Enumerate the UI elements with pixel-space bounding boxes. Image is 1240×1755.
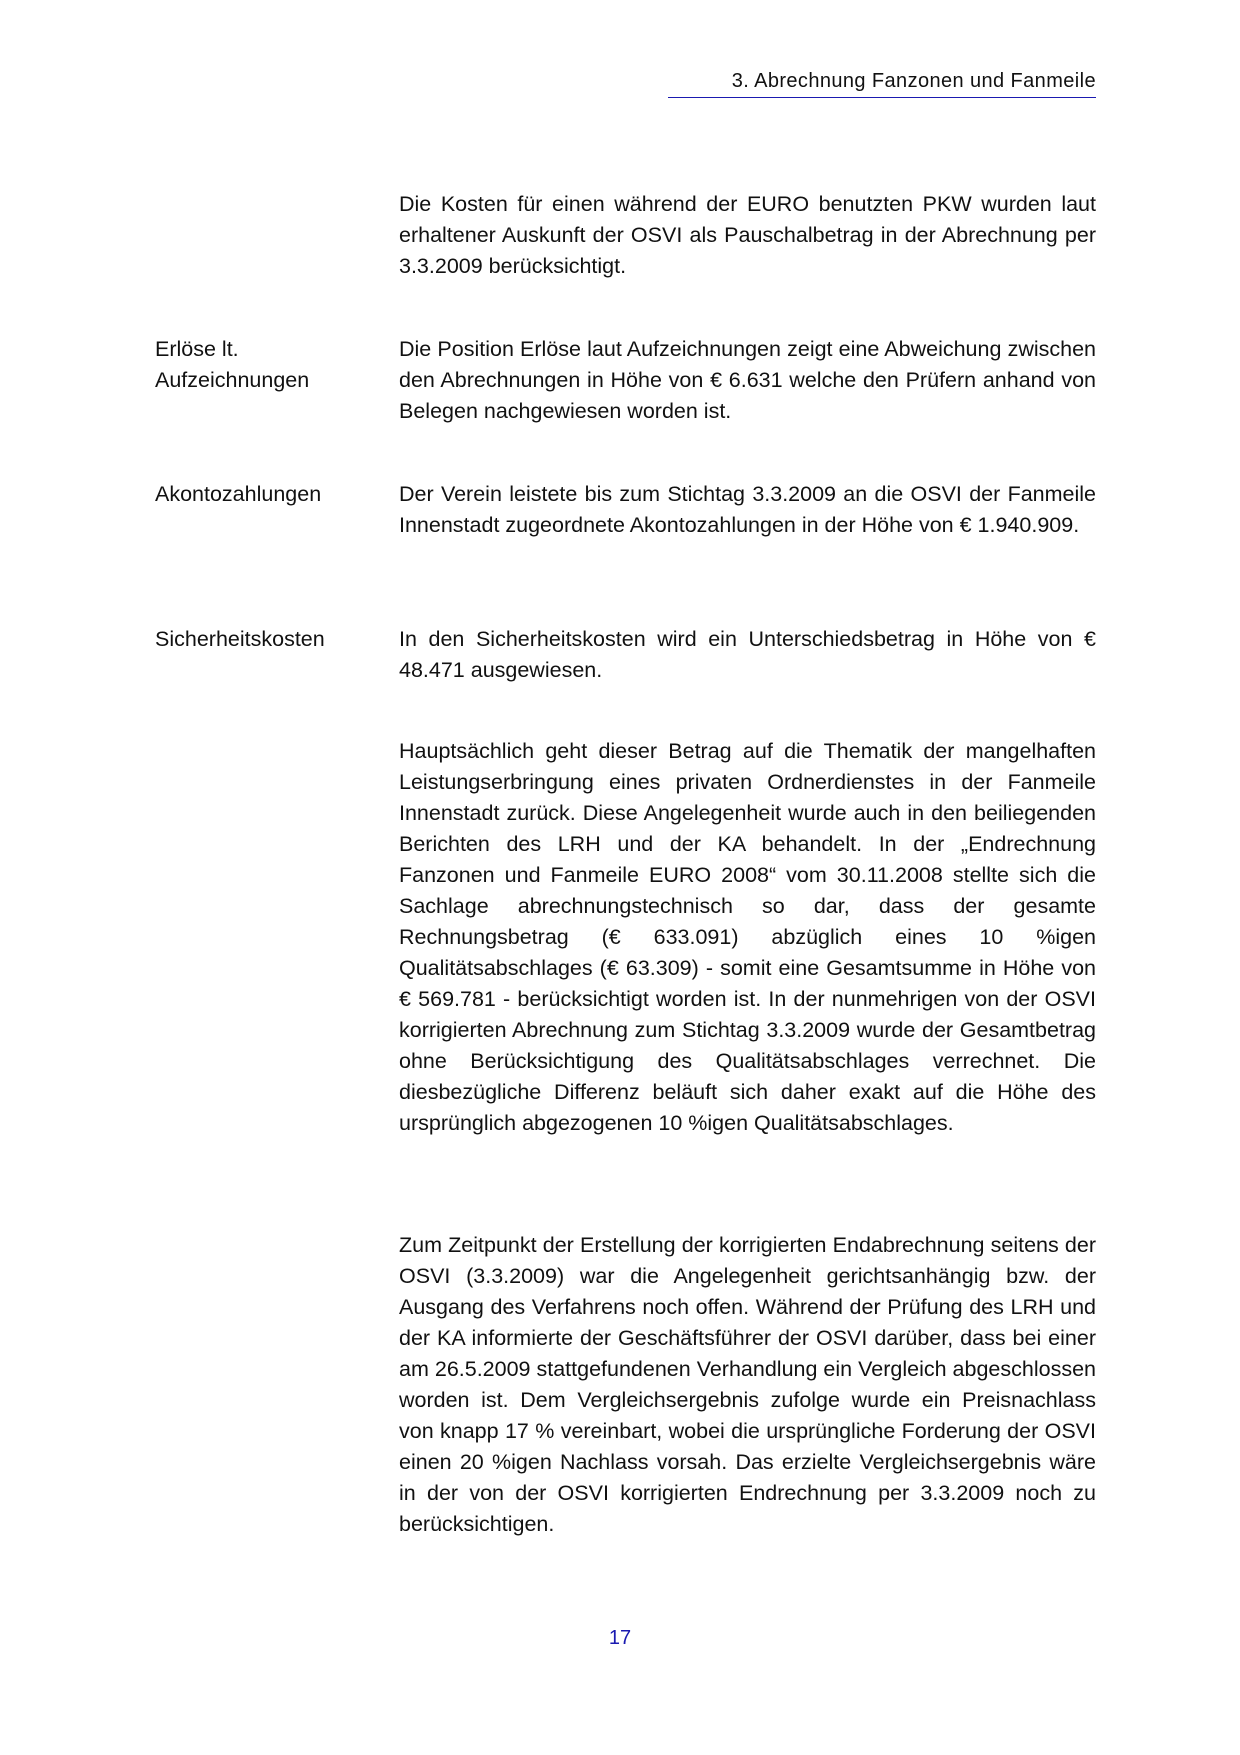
paragraph-akontozahlungen: Der Verein leistete bis zum Stichtag 3.3.2009 an die OSVI der Fanmeile Innenstadt zugeordnete Akontozahlungen in der Höhe von € 1.940.909. (399, 482, 1096, 537)
section-label-sicherheitskosten: Sicherheitskosten (155, 627, 325, 651)
paragraph-sicherheitskosten-intro: In den Sicherheitskosten wird ein Unterschiedsbetrag in Höhe von € 48.471 ausgewiesen. (399, 627, 1096, 682)
page-number: 17 (608, 1627, 632, 1649)
paragraph-pkw-costs: Die Kosten für einen während der EURO benutzten PKW wurden laut erhaltener Auskunft der OSVI als Pauschalbetrag in der Abrechnung per 3.3.2009 berücksichtigt. (399, 192, 1096, 278)
paragraph-sicherheitskosten-details: Hauptsächlich geht dieser Betrag auf die Thematik der mangelhaften Leistungserbringung eines privaten Ordnerdienstes in der Fanmeile Innenstadt zurück. Diese Angelegenheit wurde auch in den beiliegenden Berichten des LRH und der KA behandelt. In der „Endrechnung Fanzonen und Fanmeile EURO 2008“ vom 30.11.2008 stellte sich die Sachlage abrechnungstechnisch so dar, dass der gesamte Rechnungsbetrag (€ 633.091) abzüglich eines 10 %igen Qualitätsabschlages (€ 63.309) - somit eine Gesamtsumme in Höhe von € 569.781 - berücksichtigt worden ist. In der nunmehrigen von der OSVI korrigierten Abrechnung zum Stichtag 3.3.2009 wurde der Gesamtbetrag ohne Berücksichtigung des Qualitätsabschlages verrechnet. Die diesbezügliche Differenz beläuft sich daher exakt auf die Höhe des ursprünglich abgezogenen 10 %igen Qualitätsabschlages. (399, 739, 1096, 1135)
running-header: 3. Abrechnung Fanzonen und Fanmeile (668, 70, 1096, 98)
section-label-akontozahlungen: Akontozahlungen (155, 482, 322, 506)
paragraph-erloese: Die Position Erlöse laut Aufzeichnungen zeigt eine Abweichung zwischen den Abrechnungen in Höhe von € 6.631 welche den Prüfern anhand von Belegen nachgewiesen worden ist. (399, 337, 1096, 423)
section-label-erloese: Erlöse lt. Aufzeichnungen (155, 337, 310, 392)
paragraph-vergleich: Zum Zeitpunkt der Erstellung der korrigierten Endabrechnung seitens der OSVI (3.3.2009) war die Angelegenheit gerichtsanhängig bzw. der Ausgang des Verfahrens noch offen. Während der Prüfung des LRH und der KA informierte der Geschäftsführer der OSVI darüber, dass bei einer am 26.5.2009 stattgefundenen Verhandlung ein Vergleich abgeschlossen worden ist. Dem Vergleichsergebnis zufolge wurde ein Preisnachlass von knapp 17 % vereinbart, wobei die ursprüngliche Forderung der OSVI einen 20 %igen Nachlass vorsah. Das erzielte Vergleichsergebnis wäre in der von der OSVI korrigierten Endrechnung per 3.3.2009 noch zu berücksichtigen. (399, 1233, 1096, 1536)
